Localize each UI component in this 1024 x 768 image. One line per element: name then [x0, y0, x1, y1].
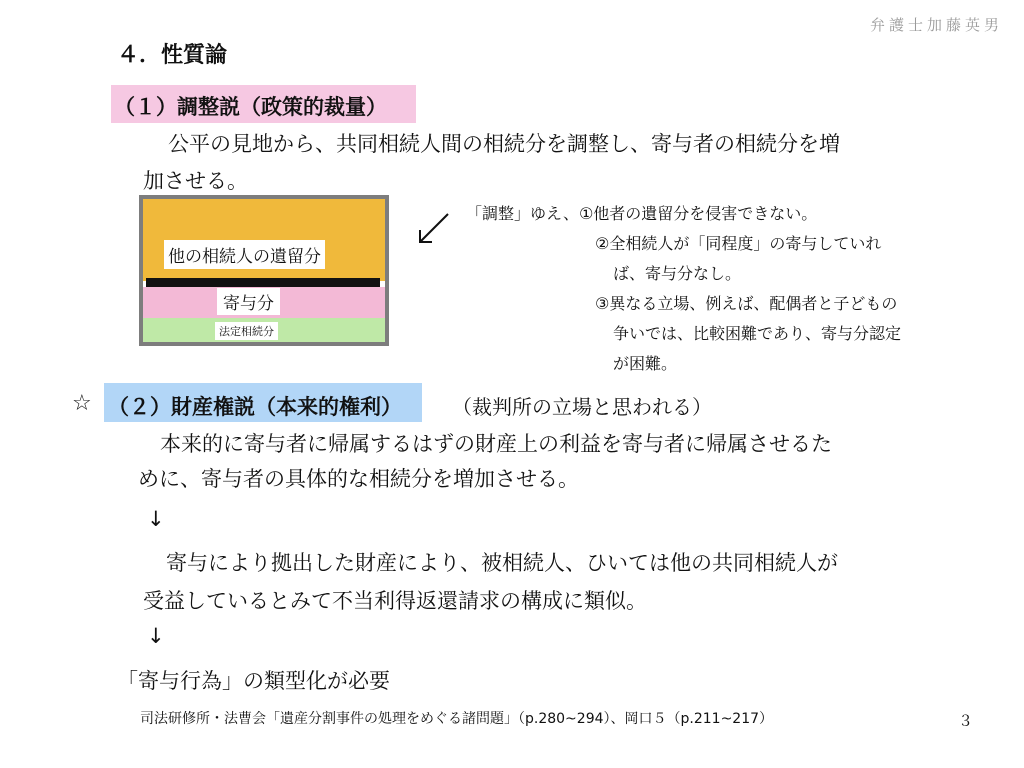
star-icon: ☆ — [72, 391, 92, 416]
author-signature: 弁護士加藤英男 — [870, 16, 1004, 34]
diagram-label-contribution: 寄与分 — [217, 288, 280, 315]
diagram-label-reserved-share: 他の相続人の遺留分 — [164, 240, 325, 269]
arrow-down-left-icon — [414, 211, 452, 247]
page-number: ３ — [958, 712, 974, 730]
theory2-line4: 受益しているとみて不当利得返還請求の構成に類似。 — [143, 589, 647, 613]
theory1-line1: 公平の見地から、共同相続人間の相続分を調整し、寄与者の相続分を増 — [168, 132, 840, 156]
theory2-line1: 本来的に寄与者に帰属するはずの財産上の利益を寄与者に帰属させるた — [160, 432, 832, 456]
note-line-2: ②全相続人が「同程度」の寄与していれ — [595, 234, 882, 253]
note-line-6: が困難。 — [613, 354, 678, 373]
diagram-divider-bar — [146, 278, 380, 287]
section-title: ４．性質論 — [117, 43, 228, 68]
theory1-title: （１）調整説（政策的裁量） — [114, 95, 387, 119]
theory2-court-note: （裁判所の立場と思われる） — [452, 395, 712, 419]
note-line-1: 「調整」ゆえ、①他者の遺留分を侵害できない。 — [466, 204, 818, 223]
note-line-4: ③異なる立場、例えば、配偶者と子どもの — [595, 294, 898, 313]
theory2-title: （２）財産権説（本来的権利） — [108, 395, 402, 419]
diagram-label-legal-share: 法定相続分 — [215, 322, 278, 340]
down-arrow-2: ↓ — [147, 624, 165, 648]
citation-footer: 司法研修所・法曹会「遺産分割事件の処理をめぐる諸問題」（p.280~294）、岡口５（p.211~217） — [140, 711, 774, 727]
theory1-line2: 加させる。 — [143, 169, 248, 193]
conclusion-text: 「寄与行為」の類型化が必要 — [117, 669, 390, 693]
note-line-5: 争いでは、比較困難であり、寄与分認定 — [613, 324, 902, 343]
down-arrow-1: ↓ — [147, 507, 165, 531]
theory2-line2: めに、寄与者の具体的な相続分を増加させる。 — [138, 467, 579, 491]
theory2-line3: 寄与により拠出した財産により、被相続人、ひいては他の共同相続人が — [166, 551, 838, 575]
note-line-3: ば、寄与分なし。 — [613, 264, 742, 283]
